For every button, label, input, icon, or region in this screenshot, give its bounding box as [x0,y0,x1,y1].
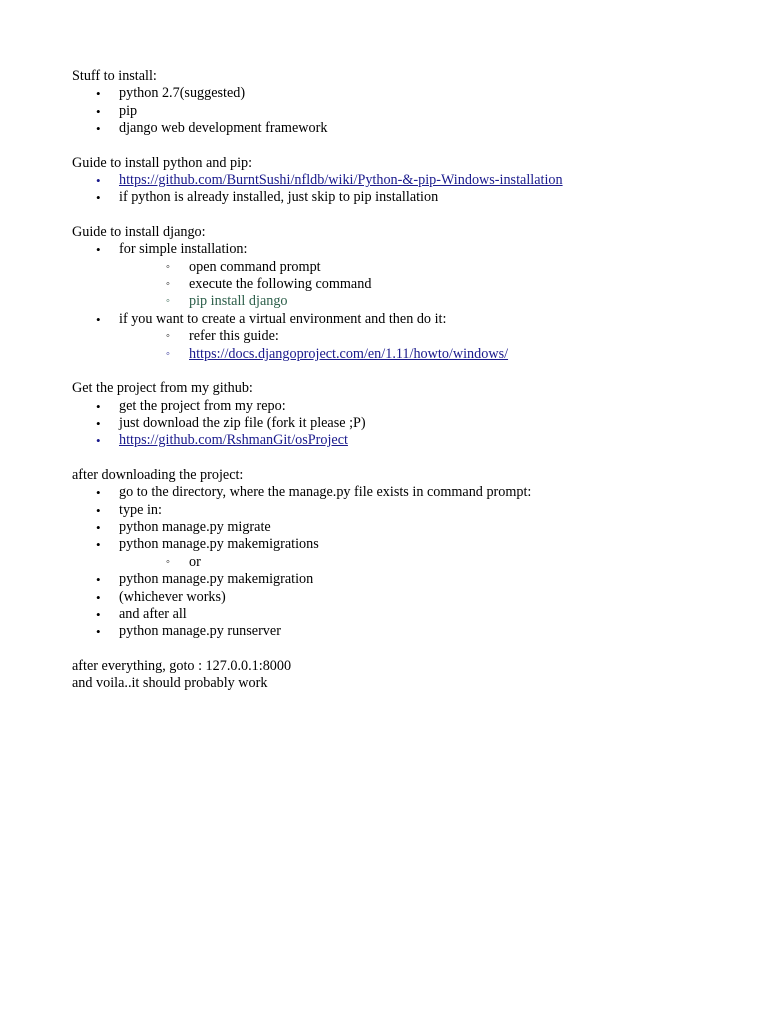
section-heading: Guide to install django: [72,223,206,240]
bullet-icon: • [96,519,101,535]
list-item: • if python is already installed, just skip to pip installation [96,189,439,206]
github-list [72,398,732,450]
bullet-icon: • [96,121,101,137]
simple-install-steps [119,259,732,311]
list-item: • python manage.py migrate [96,518,271,535]
list-item [72,432,732,449]
list-item [72,172,732,189]
sub-bullet-icon: ◦ [166,260,170,273]
venv-steps [119,328,732,363]
list-item: • if you want to create a virtual environment and then do it: ◦ refer this guide: ◦ https://docs.djangoproject.com/en/1.11/howto/windows/ [72,311,732,363]
after-download-list [72,484,732,641]
bullet-icon: • [96,242,101,258]
list-item: ◦ refer this guide: [166,328,279,345]
list-item: • type in: [96,501,162,518]
section-heading: Get the project from my github: [72,380,253,397]
final-line: and voila..it should probably work [72,675,268,692]
django-guide-list [72,241,732,363]
bullet-icon: • [96,589,101,605]
section-after-download [72,467,732,641]
list-item: • django web development framework [96,120,328,137]
sub-bullet-icon: ◦ [166,295,170,308]
python-pip-guide-link[interactable]: https://github.com/BurntSushi/nfldb/wiki/Python-&-pip-Windows-installation [119,172,563,189]
list-item: • get the project from my repo: [96,397,286,414]
django-windows-guide-link[interactable]: https://docs.djangoproject.com/en/1.11/howto/windows/ [189,345,509,362]
bullet-icon: • [96,190,101,206]
section-heading: after downloading the project: [72,466,244,483]
bullet-icon: • [96,173,101,189]
section-python-guide [72,155,732,207]
sub-bullet-icon: ◦ [166,347,170,360]
bullet-icon: • [96,311,101,327]
list-item: • (whichever works) [96,588,226,605]
section-heading: Stuff to install: [72,68,157,84]
sub-bullet-icon: ◦ [166,278,170,291]
list-item: • just download the zip file (fork it please ;P) [96,414,366,431]
bullet-icon: • [96,485,101,501]
python-guide-list [72,172,732,207]
list-item: ◦ open command prompt [166,258,321,275]
bullet-icon: • [96,433,101,449]
list-item: • python manage.py runserver [96,623,281,640]
list-item [119,346,732,363]
bullet-icon: • [96,398,101,414]
section-heading: Guide to install python and pip: [72,154,253,171]
list-item: • and after all [96,605,187,622]
bullet-icon: • [96,624,101,640]
section-django-guide [72,224,732,363]
bullet-icon: • [96,103,101,119]
bullet-icon: • [96,86,101,102]
list-item: • go to the directory, where the manage.py file exists in command prompt: [96,484,532,501]
list-item: ◦ or [166,553,201,570]
bullet-icon: • [96,572,101,588]
list-item: • python manage.py makemigration [96,571,314,588]
list-item [119,293,732,310]
list-item: ◦ execute the following command [166,276,372,293]
final-line: after everything, goto : 127.0.0.1:8000 [72,657,292,674]
section-stuff-to-install [72,68,732,138]
bullet-icon: • [96,415,101,431]
list-item: • pip [96,102,138,119]
bullet-icon: • [96,606,101,622]
or-sublist [119,554,732,571]
list-item: • python 2.7(suggested) [96,85,246,102]
github-repo-link[interactable]: https://github.com/RshmanGit/osProject [119,432,348,449]
pip-command-text: pip install django [189,293,288,310]
list-item: • for simple installation: ◦ open command prompt ◦ execute the following command ◦ pip install django [72,241,732,311]
document-page [72,68,732,693]
sub-bullet-icon: ◦ [166,330,170,343]
bullet-icon: • [96,537,101,553]
list-item: • python manage.py makemigrations ◦ or [72,536,732,571]
install-list [72,85,732,137]
section-github [72,380,732,450]
sub-bullet-icon: ◦ [166,555,170,568]
section-final [72,658,732,693]
bullet-icon: • [96,502,101,518]
